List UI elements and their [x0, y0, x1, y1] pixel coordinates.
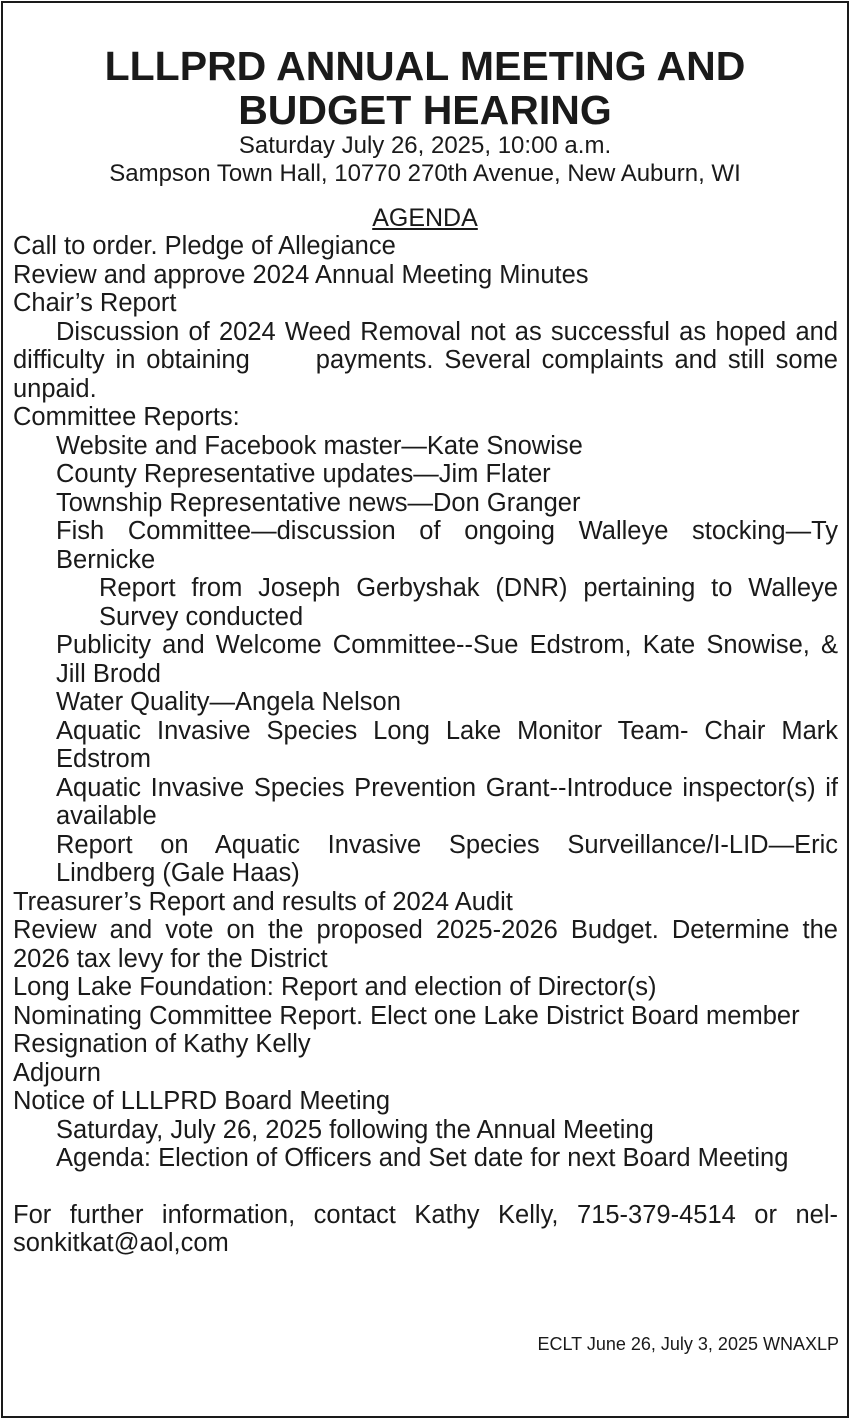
chair-report-weed-removal	[13, 318, 838, 404]
fish-dnr-report: Report from Joseph Gerbyshak (DNR) pertaining to Walleye Survey conducted	[99, 574, 838, 631]
agenda-item-minutes: Review and approve 2024 Annual Meeting Minutes	[13, 260, 589, 289]
title-line-1: LLLPRD ANNUAL MEETING AND	[104, 43, 746, 89]
agenda-item-budget: Review and vote on the proposed 2025-2026 Budget. Determine the 2026 tax levy for the District	[13, 916, 838, 973]
agenda-item-chair-report: Chair’s Report	[13, 289, 177, 317]
committee-fish: Fish Committee—discussion of ongoing Walleye stocking—Ty Bernicke	[56, 517, 838, 574]
meeting-date-time: Saturday July 26, 2025, 10:00 a.m.	[238, 132, 612, 159]
agenda-heading: AGENDA	[372, 204, 478, 232]
publication-footer: ECLT June 26, July 3, 2025 WNAXLP	[537, 1334, 839, 1354]
agenda-item-nominating: Nominating Committee Report. Elect one Lake District Board member	[13, 1001, 800, 1030]
weed-text-part-2: payments. Several complaints and still some unpaid.	[13, 346, 838, 403]
agenda-item-treasurer: Treasurer’s Report and results of 2024 Audit	[13, 887, 513, 916]
committee-county: County Representative updates—Jim Flater	[56, 460, 551, 488]
agenda-item-board-notice: Notice of LLLPRD Board Meeting	[13, 1087, 391, 1115]
agenda-item-foundation: Long Lake Foundation: Report and election of Director(s)	[13, 973, 657, 1001]
agenda-item-resignation: Resignation of Kathy Kelly	[13, 1030, 311, 1058]
board-meeting-date: Saturday, July 26, 2025 following the Annual Meeting	[56, 1115, 654, 1144]
committee-water-quality: Water Quality—Angela Nelson	[56, 688, 401, 716]
contact-info: For further information, contact Kathy Kelly, 715-379-4514 or nelsonkitkat@aol,com	[13, 1200, 838, 1257]
committee-publicity: Publicity and Welcome Committee--Sue Edstrom, Kate Snowise, & Jill Brodd	[56, 631, 838, 688]
legal-notice	[1, 1, 849, 1418]
weed-text-part-1: Discussion of 2024 Weed Removal not as successful as hoped and difficulty in obtaining	[13, 317, 838, 374]
agenda-item-call-to-order: Call to order. Pledge of Allegiance	[13, 232, 396, 260]
committee-website: Website and Facebook master—Kate Snowise	[56, 431, 583, 460]
committee-ais-monitor: Aquatic Invasive Species Long Lake Monitor Team- Chair Mark Edstrom	[56, 716, 838, 773]
notice-title	[33, 44, 817, 132]
committee-ais-surveillance: Report on Aquatic Invasive Species Surveillance/I-LID—Eric Lindberg (Gale Haas)	[56, 830, 838, 887]
committee-ais-grant: Aquatic Invasive Species Prevention Grant--Introduce inspector(s) if available	[56, 773, 838, 830]
agenda-item-committee-reports: Committee Reports:	[13, 403, 240, 431]
meeting-location: Sampson Town Hall, 10770 270th Avenue, New Auburn, WI	[109, 160, 741, 187]
title-line-2: BUDGET HEARING	[238, 87, 612, 133]
board-meeting-agenda: Agenda: Election of Officers and Set date for next Board Meeting	[56, 1144, 789, 1172]
committee-township: Township Representative news—Don Granger	[56, 488, 581, 517]
agenda-body	[3, 232, 847, 1258]
agenda-item-adjourn: Adjourn	[13, 1058, 101, 1087]
